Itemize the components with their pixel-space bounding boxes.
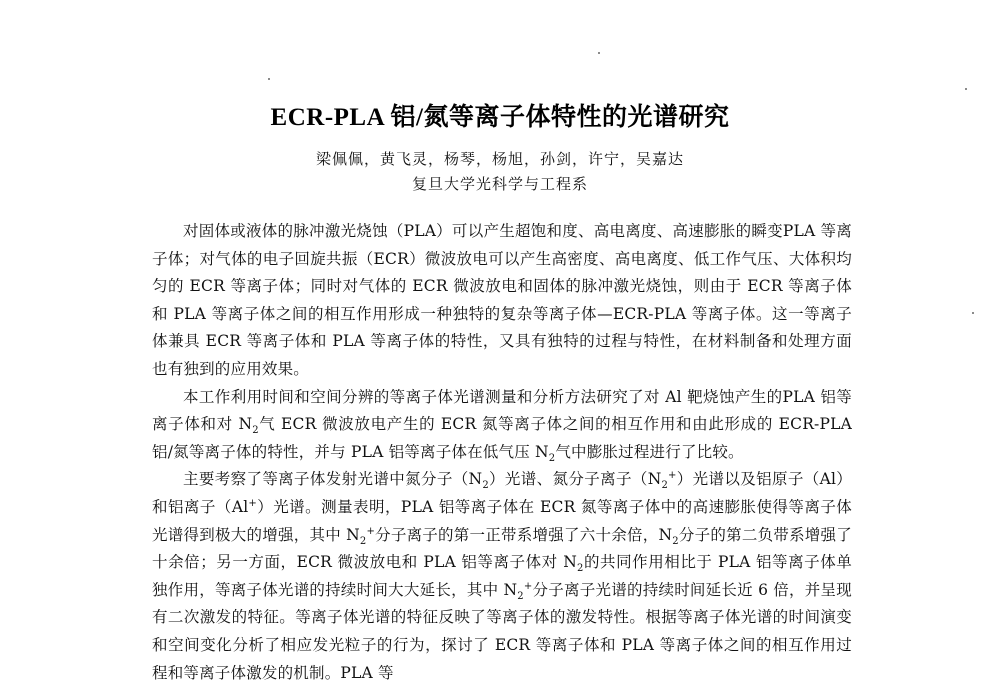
paragraph-text: 分子离子的第一正带系增强了六十余倍，N bbox=[375, 525, 673, 544]
paragraph-text: ）光谱。测量表明，PLA 铝等离子体在 ECR 氮等离子体中的高速膨胀使得等离子体光谱得到极大的增强，其中 N bbox=[152, 497, 852, 544]
abstract-body bbox=[152, 218, 852, 687]
paragraph-text: 分子的第二负带系增强了十余倍；另一方面，ECR 微波放电和 PLA 铝等离子体对 N bbox=[152, 525, 853, 572]
subscript: 2 bbox=[482, 480, 489, 492]
subscript: 2 bbox=[252, 425, 259, 437]
paragraph-text: 对固体或液体的脉冲激光烧蚀（PLA）可以产生超饱和度、高电离度、高速膨胀的瞬变PLA 等离子体；对气体的电子回旋共振（ECR）微波放电可以产生高密度、高电离度、低工作气压、大体积均匀的 ECR 等离子体；同时对气体的 ECR 微波放电和固体的脉冲激光烧蚀，则由于 ECR 等离子体和 PLA 等离子体之间的相互作用形成一种独特的复杂等离子体—ECR-PLA 等离子体。这一等离子体兼具 ECR 等离子体和 PLA 等离子体的特性，又具有独特的过程与特性，在材料制备和处理方面也有独到的应用效果。 bbox=[152, 222, 852, 378]
scan-speck bbox=[965, 88, 967, 90]
paragraph-results bbox=[152, 466, 852, 687]
paragraph-text: 的共同作用相比于 PLA 铝等离子体单独作用，等离子体光谱的持续时间大大延长，其中 N bbox=[152, 553, 852, 599]
paper-title: ECR-PLA 铝/氮等离子体特性的光谱研究 bbox=[270, 104, 730, 131]
subscript: 2 bbox=[661, 480, 669, 492]
subscript: 2 bbox=[548, 452, 556, 464]
author-list: 梁佩佩，黄飞灵，杨琴，杨旭，孙剑，许宁，吴嘉达 bbox=[315, 150, 684, 168]
paragraph-text: 本工作利用时间和空间分辨的等离子体光谱测量和分析方法研究了对 Al 靶烧蚀产生的PLA 铝等离子体和对 N bbox=[152, 387, 852, 434]
superscript: + bbox=[668, 470, 677, 482]
superscript: + bbox=[523, 580, 533, 592]
paragraph-text: 气 ECR 微波放电产生的 ECR 氮等离子体之间的相互作用和由此形成的 ECR-PLA 铝/氮等离子体的特性，并与 PLA 铝等离子体在低气压 N bbox=[152, 415, 853, 461]
paragraph-text: 主要考察了等离子体发射光谱中氮分子（N bbox=[183, 470, 483, 489]
paragraph-text: ）光谱以及铝原子（Al）和铝离子（Al bbox=[152, 470, 852, 516]
paragraph-text: 气中膨胀过程进行了比较。 bbox=[555, 442, 744, 461]
scan-speck bbox=[972, 312, 974, 314]
superscript: + bbox=[366, 525, 376, 537]
subscript: 2 bbox=[359, 535, 367, 547]
scan-speck bbox=[598, 52, 600, 54]
superscript: + bbox=[248, 497, 257, 509]
paragraph-text: ）光谱、氮分子离子（N bbox=[488, 470, 662, 489]
paragraph-text: 分子离子光谱的持续时间延长近 6 倍，并呈现有二次激发的特征。等离子体光谱的特征反映了等离子体的激发特性。根据等离子体光谱的时间演变和空间变化分析了相应发光粒子的行为，探讨了 ECR 等离子体和 PLA 等离子体之间的相互作用过程和等离子体激发的机制。PLA 等 bbox=[152, 580, 852, 682]
subscript: 2 bbox=[517, 590, 524, 602]
subscript: 2 bbox=[672, 535, 679, 547]
affiliation: 复旦大学光科学与工程系 bbox=[411, 175, 588, 193]
subscript: 2 bbox=[577, 563, 584, 575]
scan-speck bbox=[268, 78, 270, 80]
paragraph-intro bbox=[152, 218, 852, 384]
paragraph-method bbox=[152, 384, 852, 467]
